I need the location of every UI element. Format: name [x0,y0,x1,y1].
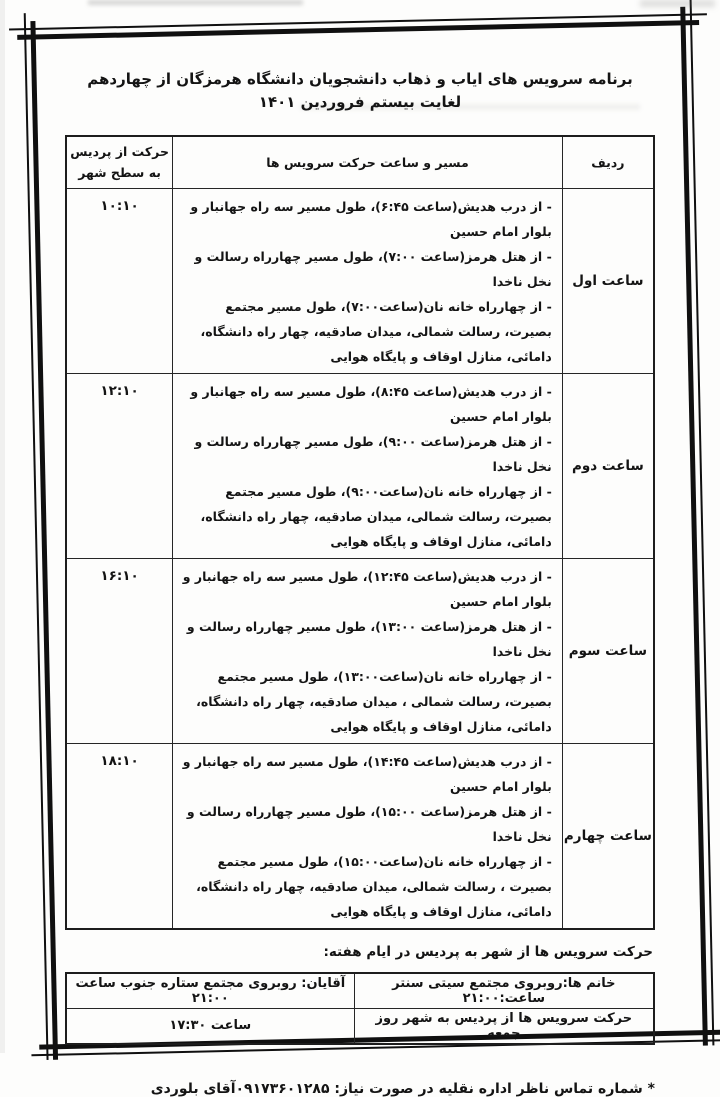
row-label-cell: ساعت چهارم [562,743,654,929]
route-cell [173,558,563,743]
route-item: - از چهارراه خانه نان(ساعت۱۳:۰۰)، طول مسیر مجتمع بصیرت، رسالت شمالی ، میدان صادقیه، چهار راه دانشگاه، دامائی، منازل اوقاف و پایگاه هوایی [196,668,552,734]
header-radif: ردیف [562,136,654,188]
weekday-heading: حرکت سرویس ها از شهر به پردیس در ایام هفته: [323,943,653,960]
route-cell [173,373,563,558]
city-cell-men: آقایان: روبروی مجتمع ستاره جنوب ساعت ۲۱:۰۰ [66,973,354,1009]
city-cell-women: خانم ها:روبروی مجتمع سیتی سنتر ساعت:۲۱:۰۰ [354,973,654,1009]
schedule-header-row [66,136,654,188]
route-item: - از چهارراه خانه نان(ساعت۹:۰۰)، طول مسیر مجتمع بصیرت، رسالت شمالی، میدان صادقیه، چهار راه دانشگاه، دامائی، منازل اوقاف و پایگاه هوایی [200,483,552,549]
departure-time-cell: ۱۰:۱۰ [66,188,173,373]
departure-time-cell: ۱۸:۱۰ [66,743,173,929]
city-cell-friday-label: حرکت سرویس ها از پردیس به شهر روز جمعه [354,1008,654,1044]
header-departure: حرکت از پردیس به سطح شهر [66,136,173,188]
contact-note: * شماره تماس ناظر اداره نقلیه در صورت نیاز: ۰۹۱۷۳۶۰۱۲۸۵آقای بلوردی [150,1080,655,1097]
route-item: - از هتل هرمز(ساعت ۷:۰۰)، طول مسیر چهارراه رسالت و نخل ناخدا [194,248,552,289]
city-cell-friday-time: ساعت ۱۷:۳۰ [66,1008,354,1044]
row-label-cell: ساعت سوم [562,558,654,743]
route-item: - از هتل هرمز(ساعت ۹:۰۰)، طول مسیر چهارراه رسالت و نخل ناخدا [194,433,552,474]
schedule-row-2 [66,373,654,558]
route-item: - از درب هدیش(ساعت ۱۲:۴۵)، طول مسیر سه راه جهانبار و بلوار امام حسین [182,568,552,609]
header-route: مسیر و ساعت حرکت سرویس ها [173,136,563,188]
document-content [65,0,655,1097]
route-cell [173,743,563,929]
city-table-row-1 [66,973,654,1009]
schedule-row-4 [66,743,654,929]
route-item: - از درب هدیش(ساعت ۶:۴۵)، طول مسیر سه راه جهانبار و بلوار امام حسین [190,198,552,239]
route-item: - از چهارراه خانه نان(ساعت۱۵:۰۰)، طول مسیر مجتمع بصیرت ، رسالت شمالی، میدان صادقیه، چهار راه دانشگاه، دامائی، منازل اوقاف و پایگاه هوایی [196,853,552,919]
departure-time-cell: ۱۶:۱۰ [66,558,173,743]
route-item: - از چهارراه خانه نان(ساعت۷:۰۰)، طول مسیر مجتمع بصیرت، رسالت شمالی، میدان صادقیه، چهار راه دانشگاه، دامائی، منازل اوقاف و پایگاه هوایی [200,298,552,364]
departure-time-cell: ۱۲:۱۰ [66,373,173,558]
schedule-row-3 [66,558,654,743]
row-label-cell: ساعت اول [562,188,654,373]
city-departure-table [65,972,655,1045]
route-item: - از درب هدیش(ساعت ۸:۴۵)، طول مسیر سه راه جهانبار و بلوار امام حسین [190,383,552,424]
route-item: - از درب هدیش(ساعت ۱۴:۴۵)، طول مسیر سه راه جهانبار و بلوار امام حسین [182,753,552,794]
city-table-row-2 [66,1008,654,1044]
route-cell [173,188,563,373]
route-item: - از هتل هرمز(ساعت ۱۵:۰۰)، طول مسیر چهارراه رسالت و نخل ناخدا [186,803,552,844]
row-label-cell: ساعت دوم [562,373,654,558]
schedule-table [65,135,655,930]
route-item: - از هتل هرمز(ساعت ۱۳:۰۰)، طول مسیر چهارراه رسالت و نخل ناخدا [186,618,552,659]
page-title: برنامه سرویس های ایاب و ذهاب دانشجویان دانشگاه هرمزگان از چهاردهم لغایت بیستم فروردین ۱۴۰۱ [87,70,633,111]
scan-artifact [0,0,5,1053]
schedule-row-1 [66,188,654,373]
